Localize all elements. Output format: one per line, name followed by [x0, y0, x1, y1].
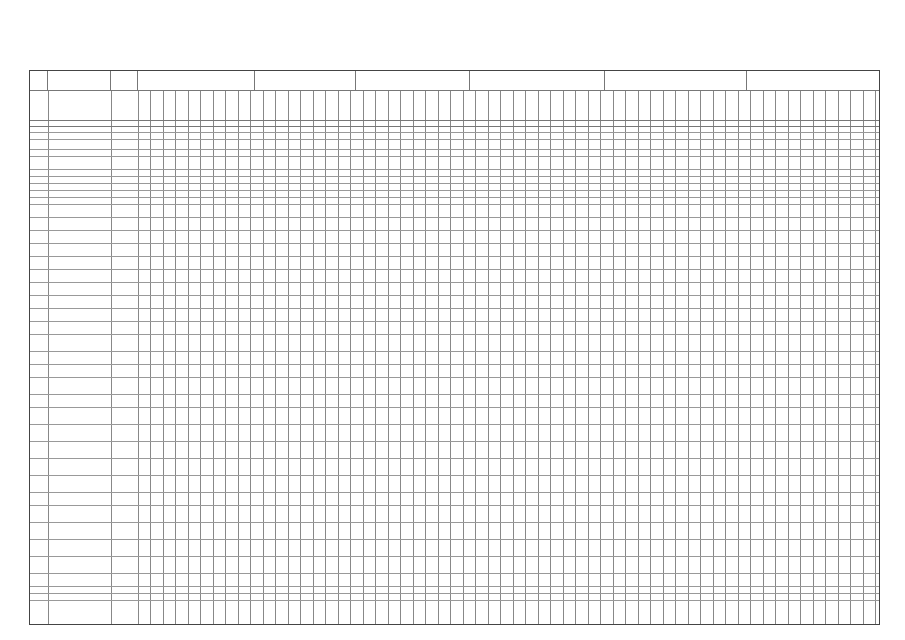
- column-divider: [813, 91, 814, 120]
- column-divider: [663, 121, 664, 126]
- column-divider: [850, 121, 851, 126]
- column-divider: [613, 121, 614, 126]
- column-divider: [750, 121, 751, 126]
- column-divider: [688, 91, 689, 120]
- column-divider: [188, 91, 189, 120]
- column-divider: [150, 121, 151, 126]
- table-row: [30, 199, 879, 205]
- column-divider: [138, 121, 139, 126]
- column-divider: [538, 121, 539, 126]
- table-row: [30, 158, 879, 170]
- column-divider: [638, 91, 639, 120]
- column-divider: [288, 121, 289, 126]
- table-row: [30, 192, 879, 198]
- table-row: [30, 297, 879, 309]
- column-divider: [538, 91, 539, 120]
- table-column-header: [30, 91, 879, 121]
- column-divider: [713, 91, 714, 120]
- table-row: [30, 541, 879, 557]
- column-divider: [48, 121, 49, 126]
- column-divider: [48, 91, 49, 120]
- group-header-cell: [747, 71, 880, 90]
- column-divider: [438, 121, 439, 126]
- column-divider: [563, 121, 564, 126]
- column-divider: [213, 121, 214, 126]
- column-divider: [475, 91, 476, 120]
- group-header-cell: [111, 71, 138, 90]
- column-divider: [838, 121, 839, 126]
- table-row: [30, 310, 879, 322]
- table-row: [30, 575, 879, 587]
- column-divider: [813, 121, 814, 126]
- column-divider: [850, 91, 851, 120]
- table-row: [30, 396, 879, 408]
- column-divider: [675, 121, 676, 126]
- column-divider: [788, 121, 789, 126]
- column-divider: [388, 121, 389, 126]
- column-divider: [111, 91, 112, 120]
- column-divider: [663, 91, 664, 120]
- column-divider: [338, 121, 339, 126]
- column-divider: [350, 91, 351, 120]
- table-row: [30, 284, 879, 296]
- table-row: [30, 524, 879, 540]
- column-divider: [575, 121, 576, 126]
- column-divider: [800, 121, 801, 126]
- group-header-cell: [138, 71, 255, 90]
- column-divider: [400, 121, 401, 126]
- column-divider: [300, 121, 301, 126]
- column-divider: [488, 91, 489, 120]
- table-row: [30, 271, 879, 283]
- data-table: [29, 70, 880, 625]
- table-row: [30, 151, 879, 157]
- column-divider: [450, 91, 451, 120]
- column-divider: [725, 91, 726, 120]
- column-divider: [650, 91, 651, 120]
- group-header-cell: [470, 71, 605, 90]
- column-divider: [350, 121, 351, 126]
- column-divider: [200, 121, 201, 126]
- column-divider: [213, 91, 214, 120]
- table-row: [30, 558, 879, 574]
- table-row: [30, 171, 879, 177]
- table-row: [30, 336, 879, 352]
- column-divider: [388, 91, 389, 120]
- column-divider: [613, 91, 614, 120]
- table-row: [30, 443, 879, 459]
- column-divider: [238, 121, 239, 126]
- group-header-cell: [605, 71, 747, 90]
- table-row: [30, 178, 879, 184]
- table-row: [30, 366, 879, 378]
- column-divider: [750, 91, 751, 120]
- column-divider: [863, 121, 864, 126]
- column-divider: [238, 91, 239, 120]
- column-divider: [175, 91, 176, 120]
- column-divider: [225, 121, 226, 126]
- column-divider: [163, 91, 164, 120]
- table-row: [30, 477, 879, 493]
- column-divider: [513, 121, 514, 126]
- column-divider: [425, 121, 426, 126]
- column-divider: [738, 121, 739, 126]
- column-divider: [413, 121, 414, 126]
- table-row: [30, 141, 879, 150]
- table-row: [30, 379, 879, 395]
- column-divider: [263, 91, 264, 120]
- column-divider: [688, 121, 689, 126]
- column-divider: [363, 121, 364, 126]
- column-divider: [825, 91, 826, 120]
- column-divider: [800, 91, 801, 120]
- column-divider: [838, 91, 839, 120]
- column-divider: [325, 121, 326, 126]
- column-divider: [638, 121, 639, 126]
- table-row: [30, 426, 879, 442]
- column-divider: [550, 91, 551, 120]
- table-row: [30, 494, 879, 506]
- column-divider: [625, 91, 626, 120]
- column-divider: [738, 91, 739, 120]
- column-divider: [413, 91, 414, 120]
- column-divider: [313, 121, 314, 126]
- group-header-cell: [48, 71, 111, 90]
- table-row: [30, 232, 879, 244]
- table-row: [30, 409, 879, 425]
- column-divider: [250, 91, 251, 120]
- column-divider: [675, 91, 676, 120]
- table-row: [30, 323, 879, 335]
- column-divider: [475, 121, 476, 126]
- column-divider: [600, 91, 601, 120]
- column-divider: [563, 91, 564, 120]
- column-divider: [463, 91, 464, 120]
- table-row: [30, 185, 879, 191]
- column-divider: [163, 121, 164, 126]
- column-divider: [425, 91, 426, 120]
- table-row: [30, 507, 879, 523]
- column-divider: [875, 121, 876, 126]
- column-divider: [275, 91, 276, 120]
- group-header-cell: [356, 71, 470, 90]
- column-divider: [250, 121, 251, 126]
- column-divider: [650, 121, 651, 126]
- table-row: [30, 595, 879, 601]
- column-divider: [525, 121, 526, 126]
- column-divider: [313, 91, 314, 120]
- table-row: [30, 353, 879, 365]
- column-divider: [288, 91, 289, 120]
- table-row: [30, 588, 879, 594]
- table-row: [30, 206, 879, 218]
- column-divider: [700, 121, 701, 126]
- column-divider: [263, 121, 264, 126]
- column-divider: [200, 91, 201, 120]
- column-divider: [150, 91, 151, 120]
- column-divider: [138, 91, 139, 120]
- column-divider: [700, 91, 701, 120]
- column-divider: [588, 121, 589, 126]
- column-divider: [550, 121, 551, 126]
- column-divider: [275, 121, 276, 126]
- table-row: [30, 134, 879, 140]
- column-divider: [500, 91, 501, 120]
- column-divider: [488, 121, 489, 126]
- column-divider: [825, 121, 826, 126]
- column-divider: [525, 91, 526, 120]
- column-divider: [375, 91, 376, 120]
- column-divider: [463, 121, 464, 126]
- column-divider: [775, 91, 776, 120]
- column-divider: [338, 91, 339, 120]
- column-divider: [450, 121, 451, 126]
- column-divider: [625, 121, 626, 126]
- column-divider: [763, 121, 764, 126]
- column-divider: [363, 91, 364, 120]
- column-divider: [111, 121, 112, 126]
- column-divider: [725, 121, 726, 126]
- column-divider: [763, 91, 764, 120]
- table-group-header: [30, 71, 879, 91]
- column-divider: [188, 121, 189, 126]
- table-row: [30, 258, 879, 270]
- group-header-cell: [30, 71, 48, 90]
- table-row: [30, 245, 879, 257]
- column-divider: [513, 91, 514, 120]
- column-divider: [325, 91, 326, 120]
- column-divider: [438, 91, 439, 120]
- column-divider: [575, 91, 576, 120]
- table-row: [30, 219, 879, 231]
- table-row: [30, 460, 879, 476]
- column-divider: [713, 121, 714, 126]
- column-divider: [863, 91, 864, 120]
- column-divider: [775, 121, 776, 126]
- column-divider: [500, 121, 501, 126]
- table-body: [30, 127, 879, 625]
- column-divider: [588, 91, 589, 120]
- column-divider: [875, 91, 876, 120]
- column-divider: [300, 91, 301, 120]
- column-divider: [600, 121, 601, 126]
- table-row: [30, 127, 879, 133]
- column-divider: [400, 91, 401, 120]
- column-divider: [788, 91, 789, 120]
- column-divider: [175, 121, 176, 126]
- column-divider: [375, 121, 376, 126]
- group-header-cell: [255, 71, 356, 90]
- column-divider: [225, 91, 226, 120]
